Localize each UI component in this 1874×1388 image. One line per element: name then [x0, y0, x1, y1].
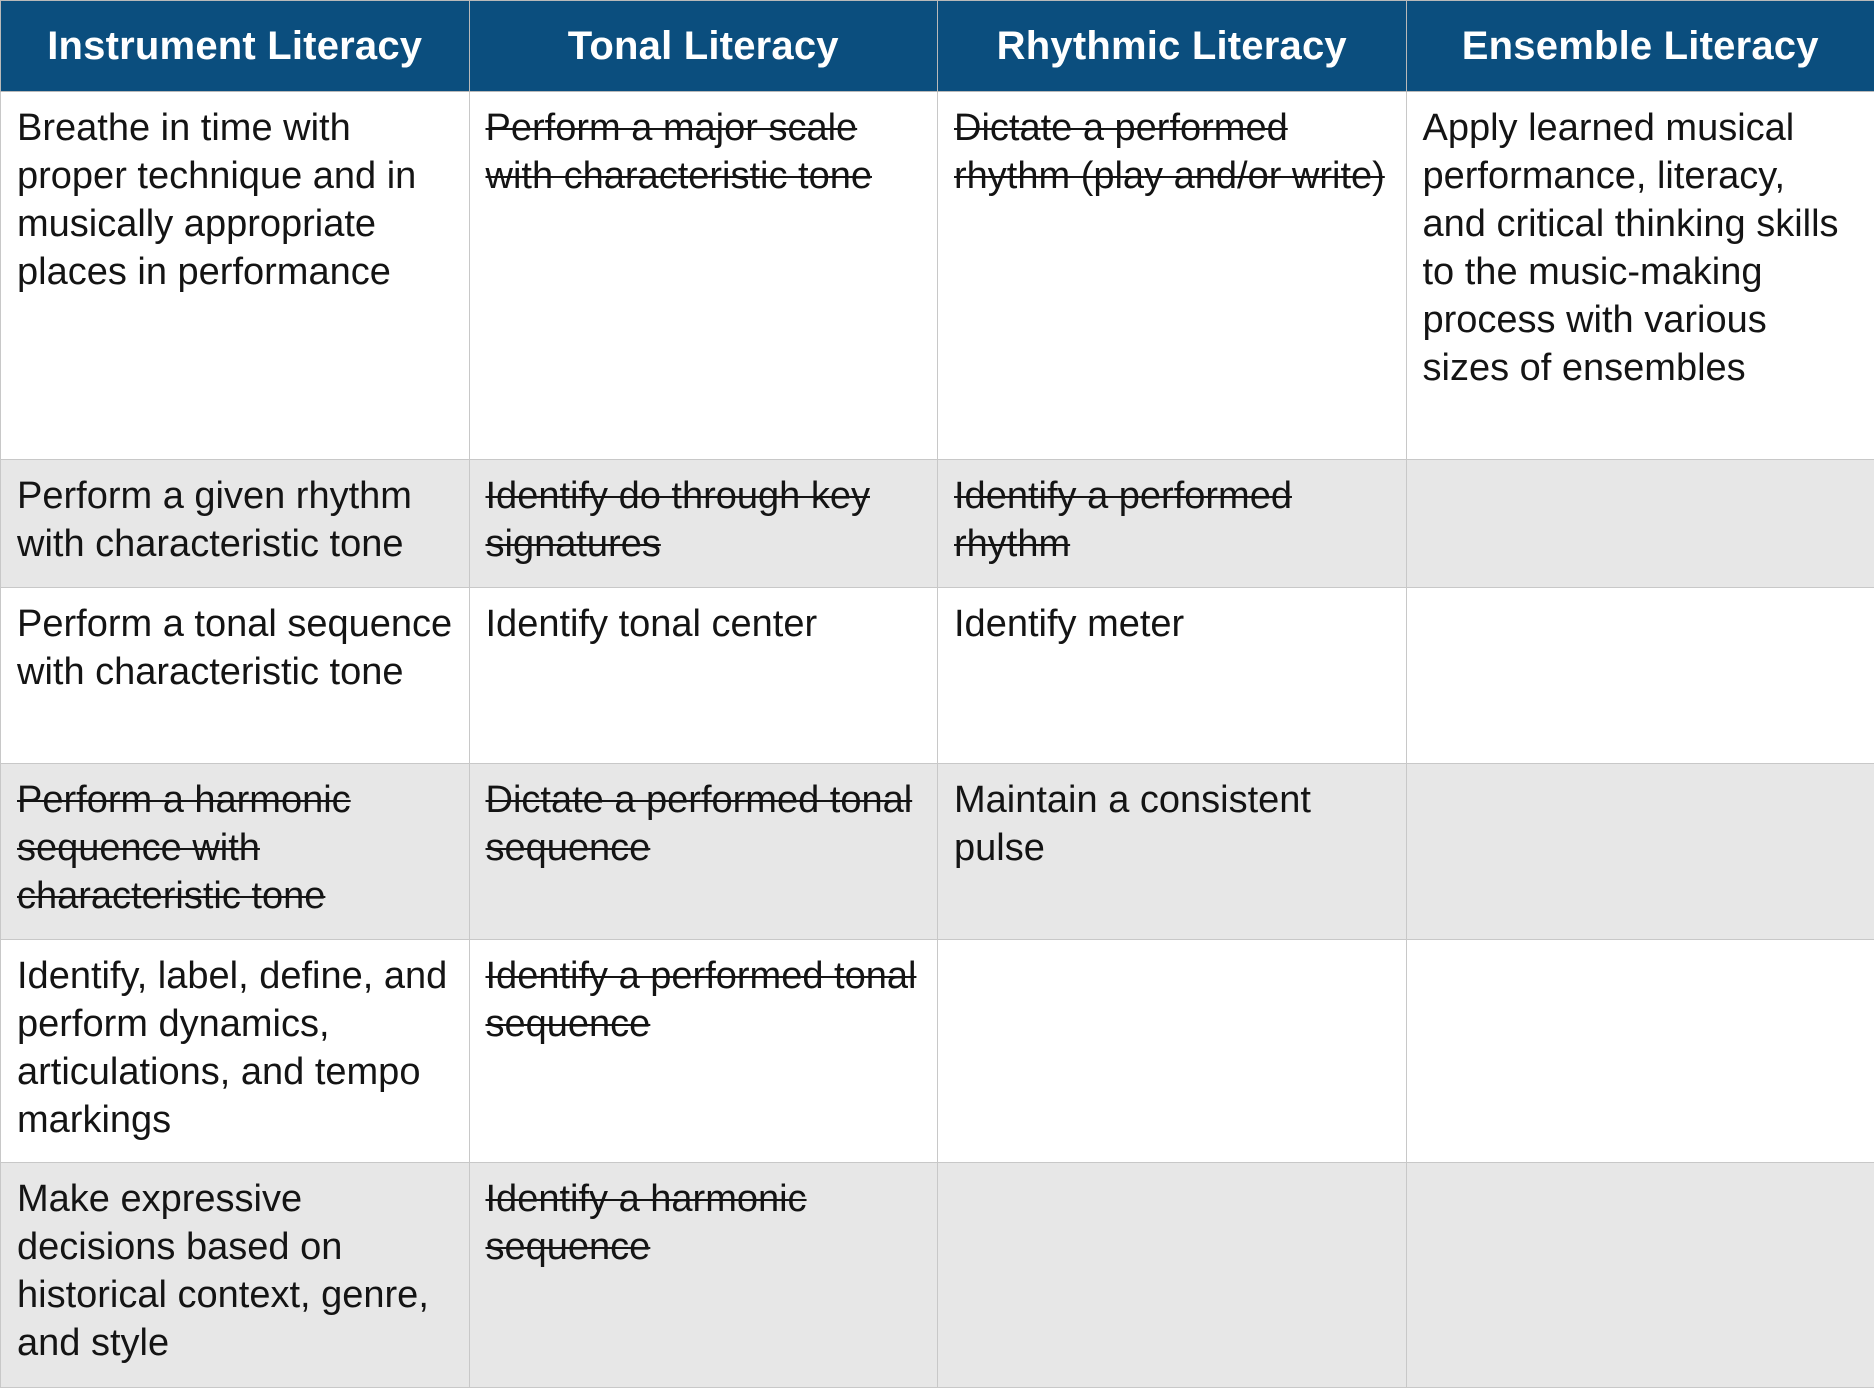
table-row	[1, 764, 1874, 940]
ensemble-cell	[1406, 588, 1874, 764]
tonal-cell: Dictate a performed tonal sequence	[469, 764, 938, 940]
instrument-cell: Perform a tonal sequence with characteristic tone	[1, 588, 470, 764]
table-row	[1, 460, 1874, 588]
rhythmic-cell: Dictate a performed rhythm (play and/or write)	[938, 92, 1407, 460]
rhythmic-cell: Identify meter	[938, 588, 1407, 764]
ensemble-cell	[1406, 1163, 1874, 1388]
header-row	[1, 1, 1874, 92]
instrument-cell: Perform a given rhythm with characteristic tone	[1, 460, 470, 588]
header-tonal-literacy: Tonal Literacy	[469, 1, 938, 92]
ensemble-cell: Apply learned musical performance, literacy, and critical thinking skills to the music-making process with various sizes of ensembles	[1406, 92, 1874, 460]
tonal-cell: Identify a performed tonal sequence	[469, 940, 938, 1163]
rhythmic-cell	[938, 1163, 1407, 1388]
rhythmic-cell: Maintain a consistent pulse	[938, 764, 1407, 940]
table-row	[1, 940, 1874, 1163]
header-ensemble-literacy: Ensemble Literacy	[1406, 1, 1874, 92]
header-instrument-literacy: Instrument Literacy	[1, 1, 470, 92]
ensemble-cell	[1406, 460, 1874, 588]
tonal-cell: Perform a major scale with characteristic tone	[469, 92, 938, 460]
instrument-cell: Breathe in time with proper technique and in musically appropriate places in performance	[1, 92, 470, 460]
table-row	[1, 588, 1874, 764]
header-rhythmic-literacy: Rhythmic Literacy	[938, 1, 1407, 92]
tonal-cell: Identify a harmonic sequence	[469, 1163, 938, 1388]
instrument-cell: Identify, label, define, and perform dynamics, articulations, and tempo markings	[1, 940, 470, 1163]
tonal-cell: Identify do through key signatures	[469, 460, 938, 588]
ensemble-cell	[1406, 764, 1874, 940]
table-row	[1, 92, 1874, 460]
rhythmic-cell	[938, 940, 1407, 1163]
table-row	[1, 1163, 1874, 1388]
rhythmic-cell: Identify a performed rhythm	[938, 460, 1407, 588]
instrument-cell: Perform a harmonic sequence with characteristic tone	[1, 764, 470, 940]
ensemble-cell	[1406, 940, 1874, 1163]
instrument-cell: Make expressive decisions based on historical context, genre, and style	[1, 1163, 470, 1388]
tonal-cell: Identify tonal center	[469, 588, 938, 764]
